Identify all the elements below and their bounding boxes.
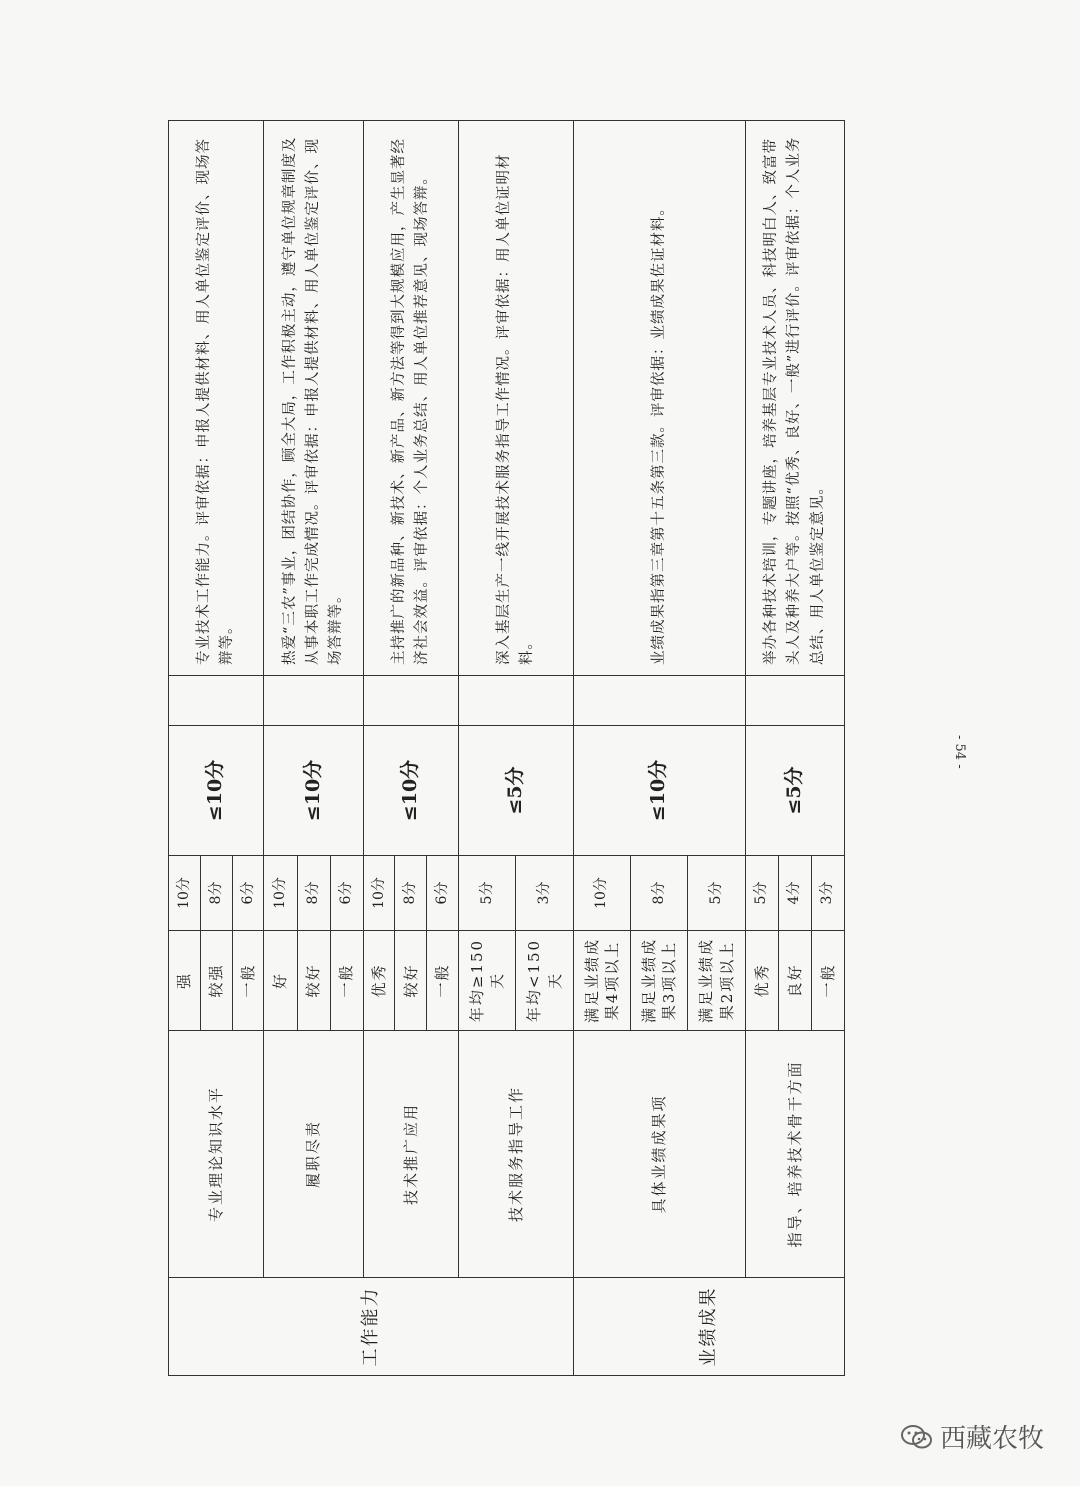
page-number: - 54 -	[952, 735, 967, 769]
blank-cell	[573, 676, 745, 726]
score-cell: 8分	[631, 856, 688, 931]
item-cell: 专业理论知识水平	[169, 1031, 264, 1278]
max-score-cell: ≤5分	[459, 726, 574, 856]
item-cell: 技术推广应用	[363, 1031, 458, 1278]
criteria-cell: 主持推广的新品种、新技术、新产品、新方法等得到大规模应用，产生显著经济社会效益。评审依据：个人业务总结、用人单位推荐意见、现场答辩。	[363, 121, 458, 676]
level-cell: 好	[264, 931, 297, 1031]
score-cell: 3分	[516, 856, 573, 931]
score-cell: 6分	[330, 856, 363, 931]
table-row	[573, 121, 630, 1376]
level-cell: 一般	[232, 931, 264, 1031]
table-row	[264, 121, 297, 1376]
blank-cell	[745, 676, 844, 726]
table-row	[363, 121, 395, 1376]
item-cell: 指导、培养技术骨干方面	[745, 1031, 844, 1278]
level-cell: 较强	[200, 931, 232, 1031]
level-cell: 一般	[330, 931, 363, 1031]
max-score-cell: ≤10分	[169, 726, 264, 856]
level-cell: 强	[169, 931, 201, 1031]
level-cell: 较好	[297, 931, 330, 1031]
blank-cell	[459, 676, 574, 726]
blank-cell	[264, 676, 363, 726]
level-cell: 年均<150天	[516, 931, 573, 1031]
evaluation-table	[168, 120, 845, 1376]
blank-cell	[363, 676, 458, 726]
score-cell: 10分	[573, 856, 630, 931]
score-cell: 10分	[363, 856, 395, 931]
table-row	[459, 121, 516, 1376]
score-cell: 6分	[427, 856, 459, 931]
score-cell: 10分	[264, 856, 297, 931]
max-score-cell: ≤10分	[363, 726, 458, 856]
score-cell: 5分	[688, 856, 745, 931]
item-cell: 具体业绩成果项	[573, 1031, 745, 1278]
level-cell: 满足业绩成果3项以上	[631, 931, 688, 1031]
table-row	[169, 121, 201, 1376]
criteria-cell: 深入基层生产一线开展技术服务指导工作情况。评审依据：用人单位证明材料。	[459, 121, 574, 676]
score-cell: 10分	[169, 856, 201, 931]
level-cell: 优秀	[745, 931, 778, 1031]
criteria-cell: 举办各种技术培训，专题讲座，培养基层专业技术人员、科技明白人、致富带头人及种养大户等。按照“优秀、良好、一般”进行评价。评审依据：个人业务总结、用人单位鉴定意见。	[745, 121, 844, 676]
score-cell: 5分	[459, 856, 516, 931]
watermark	[900, 1418, 1044, 1455]
level-cell: 较好	[395, 931, 427, 1031]
score-cell: 8分	[200, 856, 232, 931]
item-cell: 履职尽责	[264, 1031, 363, 1278]
level-cell: 年均≥150天	[459, 931, 516, 1031]
wechat-icon	[900, 1423, 934, 1451]
max-score-cell: ≤5分	[745, 726, 844, 856]
category-cell: 业绩成果	[573, 1278, 844, 1376]
table-body	[169, 121, 845, 1376]
blank-cell	[169, 676, 264, 726]
level-cell: 良好	[778, 931, 811, 1031]
score-cell: 6分	[232, 856, 264, 931]
level-cell: 一般	[427, 931, 459, 1031]
score-cell: 3分	[811, 856, 844, 931]
level-cell: 满足业绩成果2项以上	[688, 931, 745, 1031]
table-row	[745, 121, 778, 1376]
max-score-cell: ≤10分	[264, 726, 363, 856]
score-cell: 4分	[778, 856, 811, 931]
category-cell: 工作能力	[169, 1278, 574, 1376]
score-cell: 5分	[745, 856, 778, 931]
score-cell: 8分	[395, 856, 427, 931]
level-cell: 优秀	[363, 931, 395, 1031]
criteria-cell: 热爱“三农”事业，团结协作，顾全大局，工作积极主动，遵守单位规章制度及从事本职工作完成情况。评审依据：申报人提供材料、用人单位鉴定评价、现场答辩等。	[264, 121, 363, 676]
level-cell: 一般	[811, 931, 844, 1031]
item-cell: 技术服务指导工作	[459, 1031, 574, 1278]
criteria-cell: 专业技术工作能力。评审依据：申报人提供材料、用人单位鉴定评价、现场答辩等。	[169, 121, 264, 676]
score-cell: 8分	[297, 856, 330, 931]
rotated-table-sheet	[168, 121, 845, 1376]
max-score-cell: ≤10分	[573, 726, 745, 856]
criteria-cell: 业绩成果指第三章第十五条第三款。评审依据：业绩成果佐证材料。	[573, 121, 745, 676]
watermark-text: 西藏农牧	[940, 1424, 1045, 1454]
level-cell: 满足业绩成果4项以上	[573, 931, 630, 1031]
